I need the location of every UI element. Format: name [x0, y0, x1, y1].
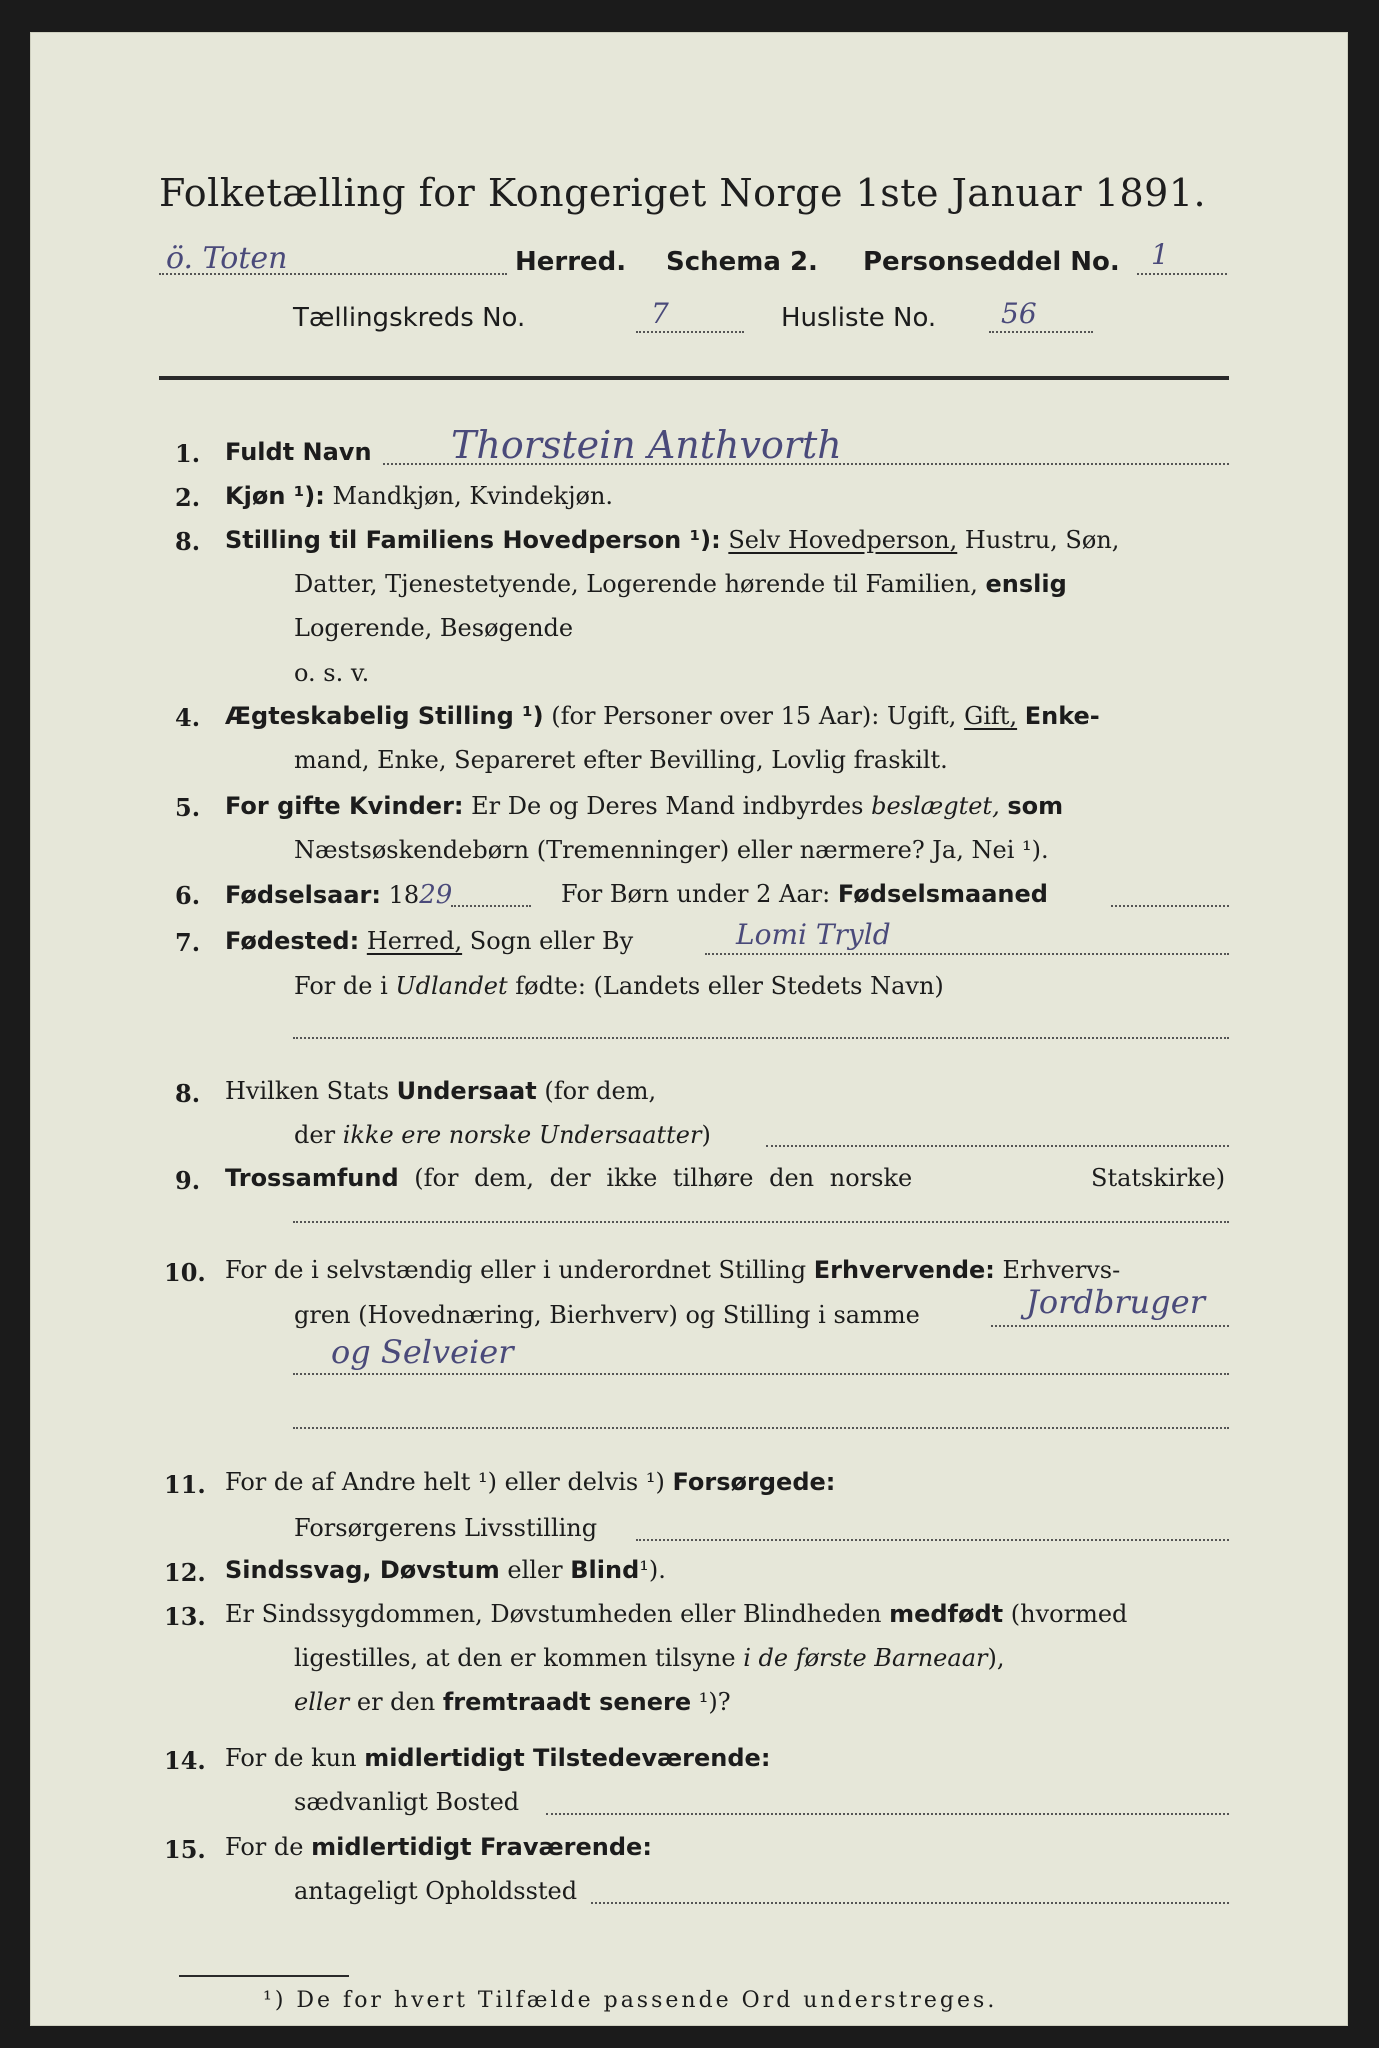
item-7-label: Fødested: — [225, 927, 360, 955]
item-7-text: Sogn eller By — [469, 927, 634, 955]
kreds-value: 7 — [651, 297, 669, 330]
item-13-number: 13. — [164, 1602, 206, 1631]
item-4-selected: Gift, — [964, 702, 1018, 730]
item-4-line2: mand, Enke, Separeret efter Bevilling, Lovlig fraskilt. — [294, 746, 948, 774]
item-6-number: 6. — [175, 881, 201, 910]
herred-dotline — [159, 273, 507, 275]
item-13-line3 — [294, 1688, 731, 1716]
item-7-selected: Herred, — [366, 927, 463, 955]
item-14-line2: sædvanligt Bosted — [294, 1788, 520, 1816]
item-8-a: Hvilken Stats — [225, 1077, 390, 1105]
herred-value: ö. Toten — [166, 241, 288, 276]
husliste-label: Husliste No. — [781, 303, 937, 333]
item-6-dotline2 — [1111, 905, 1229, 907]
item-7-dotline — [705, 953, 1229, 955]
item-8-line2: der ikke ere norske Undersaatter) — [294, 1121, 711, 1149]
item-14-dotline — [546, 1813, 1229, 1815]
item-6-row-b — [561, 880, 1048, 908]
item-10-label: Erhvervende: — [813, 1256, 995, 1284]
item-4-row — [225, 702, 1100, 730]
item-10-a: For de i selvstændig eller i underordnet Stilling — [225, 1256, 807, 1284]
item-7-line2-italic: Udlandet — [395, 972, 508, 1000]
item-4-enke: Enke- — [1024, 702, 1100, 730]
occupation-value-1: Jordbruger — [1026, 1283, 1205, 1321]
item-7-number: 7. — [175, 928, 201, 957]
item-7-line2-b: fødte: (Landets eller Stedets Navn) — [515, 972, 944, 1000]
item-11-line2: Forsørgerens Livsstilling — [294, 1514, 598, 1542]
item-2-options: Mandkjøn, Kvindekjøn. — [332, 482, 614, 510]
item-3-number: 8. — [175, 527, 201, 556]
item-7-line2 — [294, 972, 944, 1000]
item-15-dotline — [591, 1902, 1229, 1904]
header-rule — [159, 376, 1229, 380]
item-11-row — [225, 1468, 835, 1496]
footnote-rule — [179, 1975, 349, 1977]
footnote: ¹) De for hvert Tilfælde passende Ord understreges. — [263, 1988, 998, 2013]
item-10-row — [225, 1256, 1120, 1284]
item-8-line2-italic: ikke ere norske Undersaatter — [342, 1121, 702, 1149]
husliste-value: 56 — [1001, 297, 1037, 330]
form-title: Folketælling for Kongeriget Norge 1ste Januar 1891. — [159, 171, 1207, 215]
item-8-row — [225, 1077, 656, 1105]
item-2-number: 2. — [175, 483, 201, 512]
item-10-c: Erhvervs- — [1002, 1256, 1121, 1284]
personseddel-dotline — [1137, 273, 1227, 275]
item-7-line2-a: For de i — [294, 972, 388, 1000]
item-15-line2: antageligt Opholdssted — [294, 1877, 578, 1905]
item-8-number: 8. — [175, 1079, 201, 1108]
occupation-value-2: og Selveier — [331, 1333, 514, 1371]
item-2-row — [225, 482, 613, 510]
item-14-number: 14. — [164, 1746, 206, 1775]
item-13-line2-a: ligestilles, at den er kommen tilsyne — [294, 1644, 736, 1672]
item-11-a: For de af Andre helt ¹) eller delvis ¹) — [225, 1468, 665, 1496]
item-13-line2-italic: i de første Barneaar — [743, 1644, 988, 1672]
item-5-label: For gifte Kvinder: — [225, 792, 464, 820]
item-12-eller: eller — [507, 1556, 563, 1584]
item-12-blind: Blind — [570, 1556, 640, 1584]
item-12-number: 12. — [164, 1558, 206, 1587]
item-9-number: 9. — [175, 1166, 201, 1195]
item-13-row — [225, 1600, 1127, 1628]
full-name-value: Thorstein Anthvorth — [451, 423, 842, 467]
item-6-label: Fødselsaar: — [225, 881, 381, 909]
item-4-text: (for Personer over 15 Aar): Ugift, — [551, 702, 957, 730]
item-12-note: ¹). — [639, 1556, 666, 1584]
item-7-answer-line — [293, 1037, 1229, 1039]
item-9-label: Trossamfund — [225, 1164, 399, 1192]
item-10-answer-line — [293, 1373, 1229, 1375]
item-8-dotline — [766, 1145, 1229, 1147]
item-13-c: (hvormed — [1010, 1600, 1128, 1628]
herred-label: Herred. — [515, 247, 627, 277]
personseddel-value: 1 — [1151, 238, 1169, 271]
item-12-row — [225, 1556, 666, 1584]
item-15-number: 15. — [164, 1835, 206, 1864]
item-7-row — [225, 927, 633, 955]
item-13-label: medfødt — [889, 1600, 1004, 1628]
item-14-row — [225, 1744, 770, 1772]
husliste-dotline — [989, 331, 1093, 333]
item-1-number: 1. — [175, 439, 201, 468]
item-15-a: For de — [225, 1833, 304, 1861]
kreds-label: Tællingskreds No. — [293, 303, 526, 333]
item-3-line4: o. s. v. — [294, 659, 370, 687]
item-2-label: Kjøn ¹): — [225, 482, 325, 510]
item-15-label: midlertidigt Fraværende: — [311, 1833, 652, 1861]
item-6-row — [225, 880, 452, 910]
item-10-number: 10. — [164, 1258, 206, 1287]
item-1-label: Fuldt Navn — [225, 438, 372, 466]
birth-year-prefix: 18 — [388, 881, 420, 909]
census-form-page — [30, 32, 1348, 2026]
item-9-answer-line — [293, 1221, 1229, 1223]
item-13-line2: ligestilles, at den er kommen tilsyne i de første Barneaar), — [294, 1644, 1005, 1672]
item-3-line3: Logerende, Besøgende — [294, 614, 574, 642]
kreds-dotline — [636, 331, 744, 333]
item-5-italic: beslægtet, — [871, 792, 1000, 820]
item-5-line2: Næstsøskendebørn (Tremenninger) eller nærmere? Ja, Nei ¹). — [294, 836, 1049, 864]
item-9-row — [225, 1164, 912, 1192]
item-14-label: midlertidigt Tilstedeværende: — [364, 1744, 771, 1772]
item-3-line2 — [294, 570, 1067, 598]
item-8-c: (for dem, — [544, 1077, 657, 1105]
item-3-enslig: enslig — [985, 570, 1067, 598]
item-12-label: Sindssvag, Døvstum — [225, 1556, 500, 1584]
personseddel-label: Personseddel No. — [863, 247, 1120, 277]
item-11-dotline — [636, 1539, 1229, 1541]
item-13-line3-italic: eller — [294, 1688, 350, 1716]
item-13-line3-bold: fremtraadt senere — [442, 1688, 692, 1716]
item-8-line2-a: der — [294, 1121, 336, 1149]
item-6-label2: Fødselsmaaned — [837, 880, 1048, 908]
item-3-line2-text: Datter, Tjenestetyende, Logerende hørende til Familien, — [294, 570, 978, 598]
item-14-a: For de kun — [225, 1744, 357, 1772]
item-6-dotline — [451, 905, 531, 907]
item-13-line3-c: ¹)? — [698, 1688, 731, 1716]
birth-year-value: 29 — [419, 880, 453, 910]
item-9-end: Statskirke) — [1091, 1164, 1226, 1192]
schema-label: Schema 2. — [666, 247, 818, 277]
item-10-line2: gren (Hovednæring, Bierhverv) og Stilling i samme — [294, 1301, 920, 1329]
item-1-dotline — [383, 463, 1229, 465]
item-3-row — [225, 526, 1119, 554]
item-4-number: 4. — [175, 703, 201, 732]
item-8-label: Undersaat — [396, 1077, 537, 1105]
item-5-som: som — [1007, 792, 1064, 820]
item-3-selected: Selv Hovedperson, — [728, 526, 958, 554]
item-13-a: Er Sindssygdommen, Døvstumheden eller Blindheden — [225, 1600, 882, 1628]
item-6-mid: For Børn under 2 Aar: — [561, 880, 831, 908]
birthplace-value: Lomi Tryld — [736, 918, 891, 951]
item-5-row — [225, 792, 1063, 820]
item-11-label: Forsørgede: — [672, 1468, 836, 1496]
item-3-label: Stilling til Familiens Hovedperson ¹): — [225, 526, 721, 554]
item-4-label: Ægteskabelig Stilling ¹) — [225, 702, 544, 730]
item-3-options: Hustru, Søn, — [964, 526, 1120, 554]
item-5-number: 5. — [175, 793, 201, 822]
item-9-text: (for dem, der ikke tilhøre den norske — [414, 1164, 913, 1192]
item-11-number: 11. — [164, 1470, 206, 1499]
item-5-text: Er De og Deres Mand indbyrdes — [471, 792, 864, 820]
item-15-row — [225, 1833, 652, 1861]
item-10-dotline — [991, 1325, 1229, 1327]
item-13-line3-a: er den — [356, 1688, 436, 1716]
item-10-answer-line-2 — [293, 1427, 1229, 1429]
